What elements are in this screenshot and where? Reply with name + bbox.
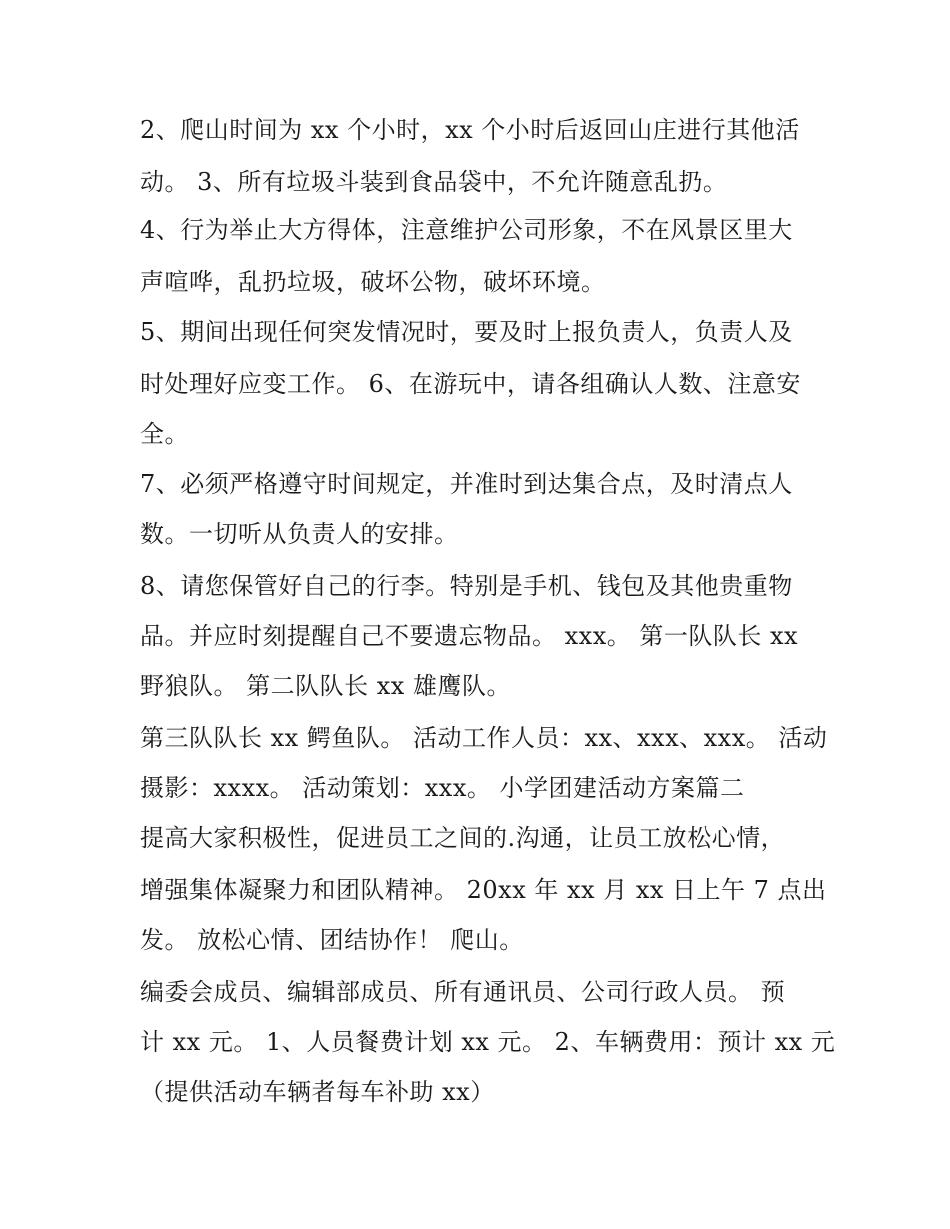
paragraph-line: 5、期间出现任何突发情况时，要及时上报负责人，负责人及 xyxy=(140,318,793,346)
paragraph-line: 8、请您保管好自己的行李。特别是手机、钱包及其他贵重物 xyxy=(140,572,793,600)
paragraph-line: 发。 放松心情、团结协作！ 爬山。 xyxy=(140,926,524,954)
paragraph-line: 品。并应时刻提醒自己不要遗忘物品。 xxx。 第一队队长 xx xyxy=(140,622,799,650)
paragraph-line: 声喧哗，乱扔垃圾，破坏公物，破坏环境。 xyxy=(140,268,606,296)
paragraph-line: 4、行为举止大方得体，注意维护公司形象，不在风景区里大 xyxy=(140,216,793,244)
paragraph-line: 摄影：xxxx。 活动策划：xxx。 小学团建活动方案篇二 xyxy=(140,774,745,802)
paragraph-line: 全。 xyxy=(140,420,189,448)
paragraph-line: 数。一切听从负责人的安排。 xyxy=(140,520,459,548)
paragraph-line: 增强集体凝聚力和团队精神。 20xx 年 xx 月 xx 日上午 7 点出 xyxy=(140,876,827,904)
paragraph-line: 第三队队长 xx 鳄鱼队。 活动工作人员：xx、xxx、xxx。 活动 xyxy=(140,724,828,752)
paragraph-line: 计 xx 元。 1、人员餐费计划 xx 元。 2、车辆费用：预计 xx 元 xyxy=(140,1028,836,1056)
paragraph-line: 提高大家积极性，促进员工之间的.沟通，让员工放松心情， xyxy=(140,824,786,852)
paragraph-line: 编委会成员、编辑部成员、所有通讯员、公司行政人员。 预 xyxy=(140,978,786,1006)
paragraph-line: 2、爬山时间为 xx 个小时，xx 个小时后返回山庄进行其他活 xyxy=(140,116,800,144)
paragraph-line: 时处理好应变工作。 6、在游玩中，请各组确认人数、注意安 xyxy=(140,370,801,398)
paragraph-line: 野狼队。 第二队队长 xx 雄鹰队。 xyxy=(140,672,511,700)
paragraph-line: 7、必须严格遵守时间规定，并准时到达集合点，及时清点人 xyxy=(140,470,793,498)
paragraph-line: 动。 3、所有垃圾斗装到食品袋中，不允许随意乱扔。 xyxy=(140,168,728,196)
paragraph-line: （提供活动车辆者每车补助 xx） xyxy=(140,1078,495,1106)
